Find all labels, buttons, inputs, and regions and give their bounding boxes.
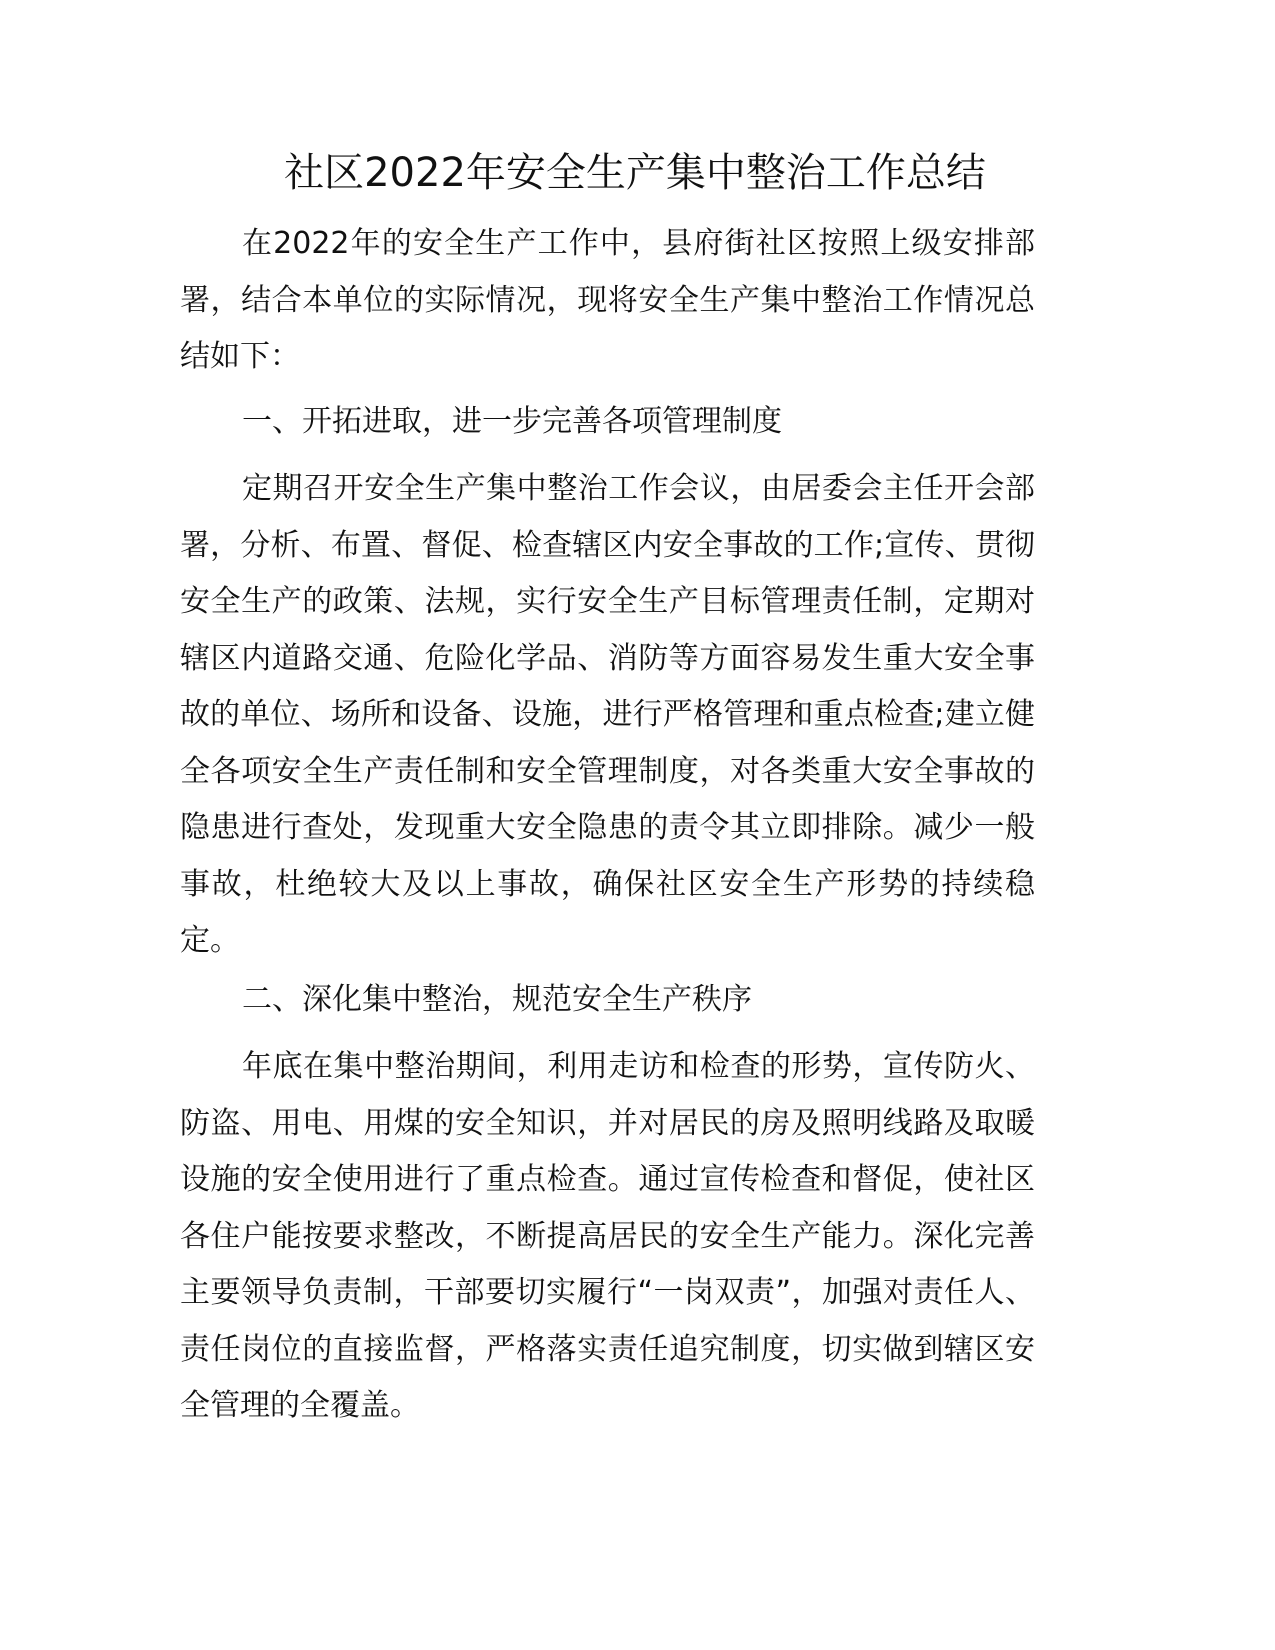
section-2-heading xyxy=(180,972,1035,1029)
section-heading: 一、开拓进取，进一步完善各项管理制度 xyxy=(242,404,782,439)
intro-paragraph xyxy=(180,216,1035,386)
section-1-heading xyxy=(180,394,1035,451)
section-heading: 二、深化集中整治，规范安全生产秩序 xyxy=(242,982,752,1017)
document-title: 社区2022年安全生产集中整治工作总结 xyxy=(284,150,986,196)
section-2-body xyxy=(180,1039,1035,1435)
section-1-body xyxy=(180,461,1035,970)
section-body: 年底在集中整治期间，利用走访和检查的形势，宣传防火、防盗、用电、用煤的安全知识，并对居民的房及照明线路及取暖设施的安全使用进行了重点检查。通过宣传检查和督促，使社区各住户能按要求整改，不断提高居民的安全生产能力。深化完善主要领导负责制，干部要切实履行“一岗双责”，加强对责任人、责任岗位的直接监督，严格落实责任追究制度，切实做到辖区安全管理的全覆盖。 xyxy=(180,1049,1035,1423)
section-body: 定期召开安全生产集中整治工作会议，由居委会主任开会部署，分析、布置、督促、检查辖区内安全事故的工作;宣传、贯彻安全生产的政策、法规，实行安全生产目标管理责任制，定期对辖区内道路交通、危险化学品、消防等方面容易发生重大安全事故的单位、场所和设备、设施，进行严格管理和重点检查;建立健全各项安全生产责任制和安全管理制度，对各类重大安全事故的隐患进行查处，发现重大安全隐患的责令其立即排除。减少一般事故，杜绝较大及以上事故，确保社区安全生产形势的持续稳定。 xyxy=(180,471,1035,958)
intro-text: 在2022年的安全生产工作中，县府街社区按照上级安排部署，结合本单位的实际情况，现将安全生产集中整治工作情况总结如下： xyxy=(180,226,1035,374)
